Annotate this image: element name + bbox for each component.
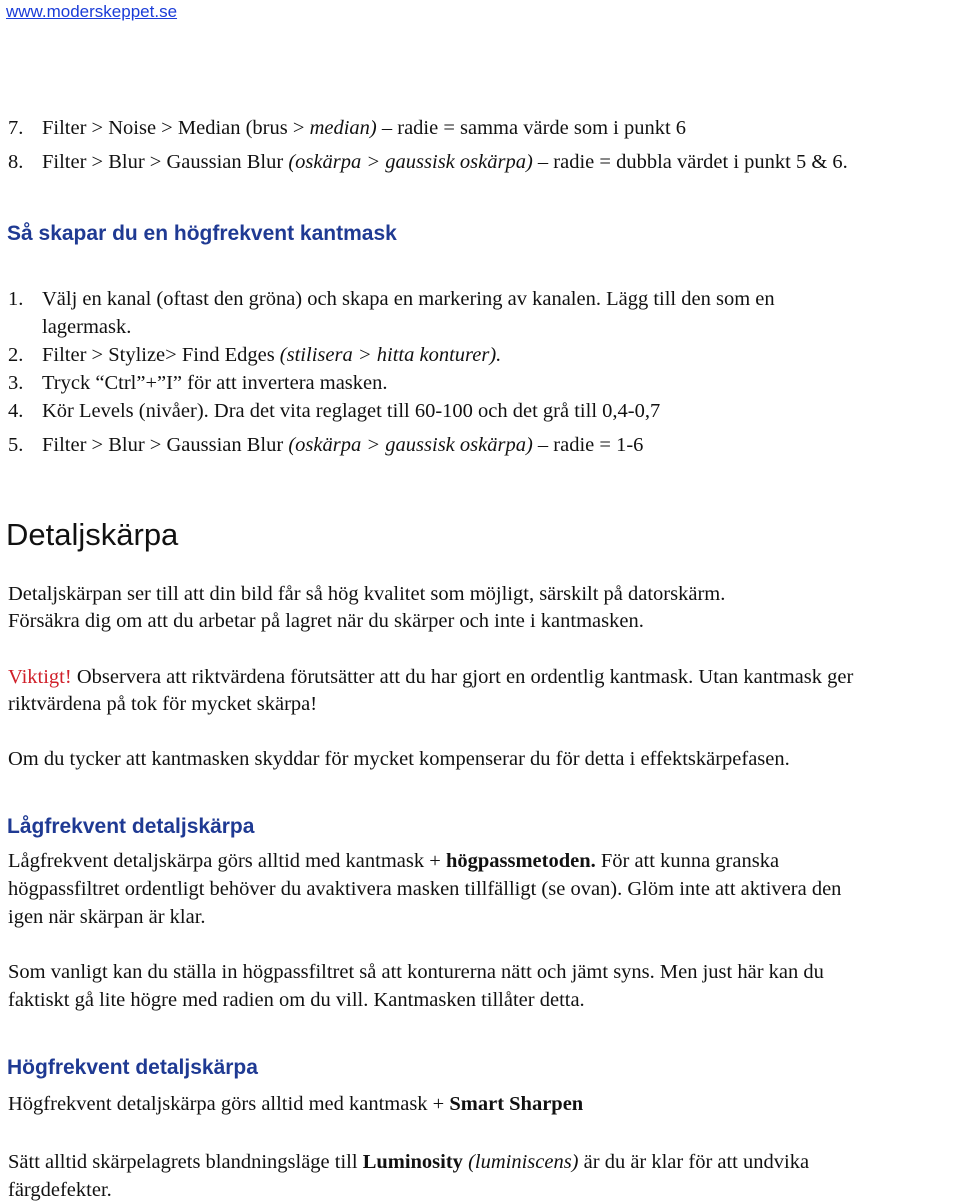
detail-paragraph-line: Försäkra dig om att du arbetar på lagret när du skärper och inte i kantmasken. bbox=[8, 610, 644, 632]
kantmask-step-3: 3. Tryck “Ctrl”+”I” för att invertera masken. bbox=[8, 372, 388, 394]
important-label: Viktigt! bbox=[8, 666, 72, 688]
low-paragraph-line: Som vanligt kan du ställa in högpassfiltret så att konturerna nätt och jämt syns. Men just här kan du bbox=[8, 961, 824, 983]
low-paragraph-line: faktiskt gå lite högre med radien om du vill. Kantmasken tillåter detta. bbox=[8, 989, 585, 1011]
site-link[interactable]: www.moderskeppet.se bbox=[6, 2, 178, 21]
step-text: Filter > Noise > Median (brus > median) – radie = samma värde som i punkt 6 bbox=[42, 117, 687, 139]
kantmask-step-2: 2. Filter > Stylize> Find Edges (stilisera > hitta konturer). bbox=[8, 344, 502, 366]
step-text: Filter > Blur > Gaussian Blur (oskärpa > gaussisk oskärpa) – radie = dubbla värdet i punkt 5 & 6. bbox=[42, 151, 848, 173]
high-paragraph-line: färgdefekter. bbox=[8, 1179, 112, 1201]
important-note-cont: riktvärdena på tok för mycket skärpa! bbox=[8, 693, 318, 715]
kantmask-step-4: 4. Kör Levels (nivåer). Dra det vita reglaget till 60-100 och det grå till 0,4-0,7 bbox=[8, 400, 661, 422]
detail-paragraph-line: Detaljskärpan ser till att din bild får så hög kvalitet som möjligt, särskilt på datorskärm. bbox=[8, 583, 726, 605]
high-frequency-heading: Högfrekvent detaljskärpa bbox=[7, 1056, 258, 1079]
high-paragraph-line: Högfrekvent detaljskärpa görs alltid med kantmask + Smart Sharpen bbox=[8, 1093, 584, 1115]
step-7 bbox=[8, 114, 686, 142]
detail-heading: Detaljskärpa bbox=[6, 517, 179, 552]
section-title-kantmask: Så skapar du en högfrekvent kantmask bbox=[7, 222, 397, 245]
kantmask-step-1: 1. Välj en kanal (oftast den gröna) och skapa en markering av kanalen. Lägg till den som en bbox=[8, 288, 775, 310]
low-paragraph-line: Lågfrekvent detaljskärpa görs alltid med kantmask + högpassmetoden. För att kunna granska bbox=[8, 850, 780, 872]
low-frequency-heading: Lågfrekvent detaljskärpa bbox=[7, 815, 255, 838]
low-paragraph-line: högpassfiltret ordentligt behöver du avaktivera masken tillfälligt (se ovan). Glöm inte att aktivera den bbox=[8, 878, 842, 900]
high-paragraph-line: Sätt alltid skärpelagrets blandningsläge till Luminosity (luminiscens) är du är klar för att undvika bbox=[8, 1151, 810, 1173]
kantmask-step-5: 5. Filter > Blur > Gaussian Blur (oskärpa > gaussisk oskärpa) – radie = 1-6 bbox=[8, 434, 644, 456]
kantmask-step-1-cont: lagermask. bbox=[42, 316, 132, 338]
low-paragraph-line: igen när skärpan är klar. bbox=[8, 906, 206, 928]
step-number: 7. bbox=[8, 117, 24, 139]
detail-compensate-text: Om du tycker att kantmasken skyddar för mycket kompenserar du för detta i effektskärpefasen. bbox=[8, 748, 790, 770]
important-note: Viktigt! Observera att riktvärdena förutsätter att du har gjort en ordentlig kantmask. Utan kantmask ger bbox=[8, 666, 854, 688]
step-number: 8. bbox=[8, 151, 24, 173]
step-8 bbox=[8, 148, 848, 176]
